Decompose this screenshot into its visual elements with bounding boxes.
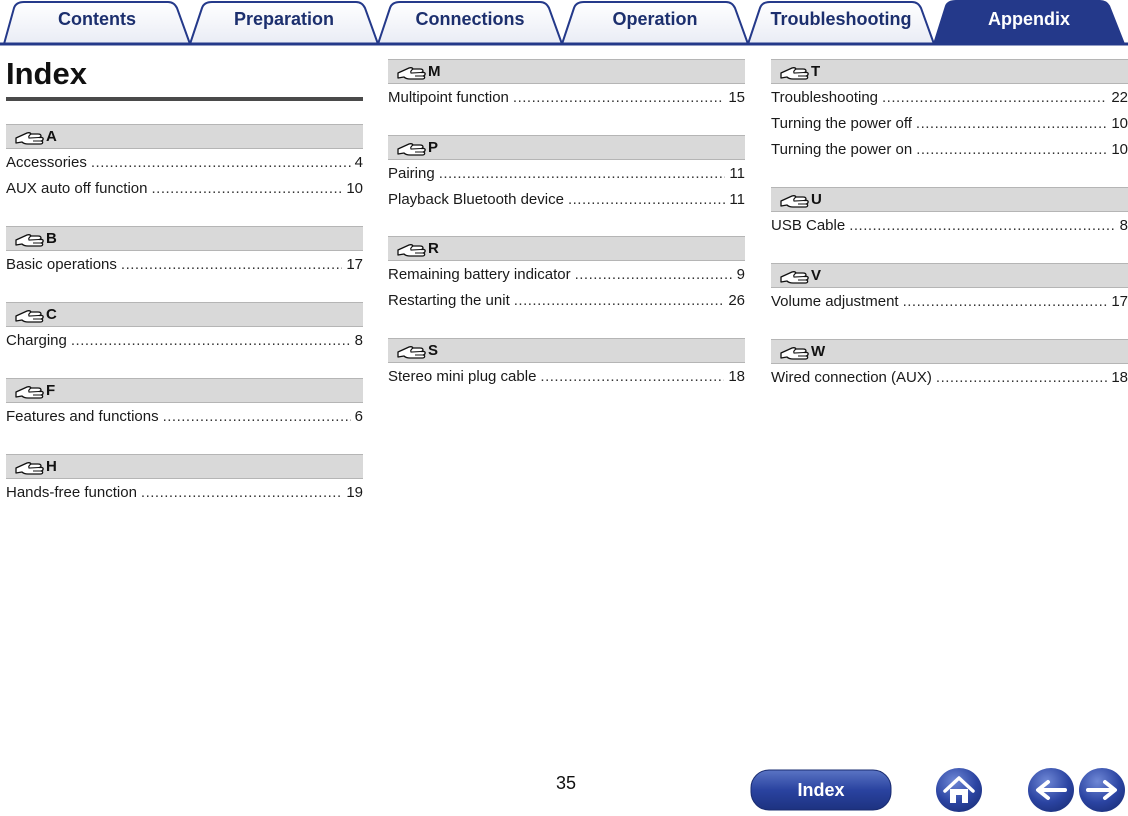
entry-label: Wired connection (AUX) [771, 369, 932, 386]
entry-page: 8 [1119, 217, 1128, 234]
entry-label: Pairing [388, 165, 435, 182]
page-title: Index [6, 56, 87, 91]
entry-leader-dots [513, 85, 724, 111]
hand-pointer-icon [14, 129, 44, 145]
entry-page: 17 [346, 256, 363, 273]
hand-pointer-icon [14, 459, 44, 475]
entry-page: 10 [346, 180, 363, 197]
entry-leader-dots [575, 262, 733, 288]
section-letter: W [811, 343, 826, 360]
entry-leader-dots [540, 364, 724, 390]
tab-troubleshooting[interactable]: Troubleshooting [770, 9, 912, 29]
entry-page: 18 [1111, 369, 1128, 386]
index-entry[interactable] [6, 480, 363, 506]
section-letter: C [46, 306, 57, 323]
hand-pointer-icon [14, 383, 44, 399]
index-section-p [388, 135, 745, 213]
hand-pointer-icon [779, 268, 809, 284]
index-entry[interactable] [6, 252, 363, 278]
tab-contents[interactable]: Contents [58, 9, 136, 29]
arrow-right-icon[interactable] [1078, 767, 1126, 813]
entry-label: Playback Bluetooth device [388, 191, 564, 208]
index-section-t [771, 59, 1128, 163]
index-entry[interactable] [388, 161, 745, 187]
section-letter: V [811, 267, 822, 284]
index-entry[interactable] [771, 213, 1128, 239]
index-entry[interactable] [388, 187, 745, 213]
index-entry[interactable] [771, 137, 1128, 163]
entry-leader-dots [514, 288, 725, 314]
entry-leader-dots [882, 85, 1107, 111]
entry-label: USB Cable [771, 217, 846, 234]
hand-pointer-icon [779, 344, 809, 360]
tab-preparation[interactable]: Preparation [233, 9, 335, 29]
section-letter: A [46, 128, 57, 145]
entry-page: 22 [1111, 89, 1128, 106]
index-section-m [388, 59, 745, 111]
entry-leader-dots [916, 111, 1107, 137]
section-letter: P [428, 139, 439, 156]
tab-connections[interactable]: Connections [415, 9, 525, 29]
index-section-u [771, 187, 1128, 239]
entry-page: 26 [728, 292, 745, 309]
section-header [388, 236, 745, 261]
entry-leader-dots [568, 187, 725, 213]
entry-leader-dots [91, 150, 351, 176]
section-header [388, 338, 745, 363]
entry-page: 10 [1111, 141, 1128, 158]
section-letter: F [46, 382, 56, 399]
section-header [771, 339, 1128, 364]
entry-label: Remaining battery indicator [388, 266, 571, 283]
tab-bar [0, 0, 1128, 46]
index-entry[interactable] [388, 85, 745, 111]
index-entry[interactable] [388, 288, 745, 314]
index-entry[interactable] [771, 365, 1128, 391]
entry-leader-dots [916, 137, 1107, 163]
section-letter: M [428, 63, 441, 80]
entry-page: 10 [1111, 115, 1128, 132]
hand-pointer-icon [396, 140, 426, 156]
entry-leader-dots [121, 252, 342, 278]
index-section-a [6, 124, 363, 202]
entry-page: 11 [729, 165, 745, 182]
index-entry[interactable] [6, 404, 363, 430]
entry-label: Multipoint function [388, 89, 509, 106]
index-button[interactable] [750, 769, 892, 811]
index-section-f [6, 378, 363, 430]
entry-label: Stereo mini plug cable [388, 368, 537, 385]
index-section-c [6, 302, 363, 354]
entry-page: 4 [354, 154, 363, 171]
section-letter: B [46, 230, 57, 247]
section-letter: S [428, 342, 439, 359]
entry-page: 19 [346, 484, 363, 501]
page-number: 35 [556, 773, 577, 793]
hand-pointer-icon [396, 343, 426, 359]
entry-label: AUX auto off function [6, 180, 148, 197]
section-header [6, 124, 363, 149]
section-header [6, 226, 363, 251]
section-letter: H [46, 458, 57, 475]
home-icon[interactable] [935, 767, 983, 813]
section-header [6, 302, 363, 327]
index-entry[interactable] [6, 176, 363, 202]
arrow-left-icon[interactable] [1027, 767, 1075, 813]
entry-page: 6 [354, 408, 363, 425]
tab-operation[interactable]: Operation [612, 9, 698, 29]
entry-page: 18 [728, 368, 745, 385]
section-letter: T [811, 63, 821, 80]
index-entry[interactable] [6, 150, 363, 176]
index-entry[interactable] [388, 262, 745, 288]
entry-leader-dots [936, 365, 1107, 391]
section-header [6, 378, 363, 403]
entry-page: 11 [729, 191, 745, 208]
hand-pointer-icon [14, 231, 44, 247]
section-header [6, 454, 363, 479]
index-section-w [771, 339, 1128, 391]
entry-label: Turning the power on [771, 141, 913, 158]
section-header [388, 59, 745, 84]
entry-leader-dots [71, 328, 351, 354]
entry-label: Hands-free function [6, 484, 137, 501]
entry-leader-dots [439, 161, 726, 187]
entry-label: Basic operations [6, 256, 117, 273]
index-section-r [388, 236, 745, 314]
section-letter: R [428, 240, 439, 257]
index-entry[interactable] [771, 289, 1128, 315]
entry-label: Turning the power off [771, 115, 912, 132]
index-section-b [6, 226, 363, 278]
entry-label: Features and functions [6, 408, 159, 425]
index-section-h [6, 454, 363, 506]
hand-pointer-icon [396, 241, 426, 257]
entry-label: Restarting the unit [388, 292, 510, 309]
hand-pointer-icon [779, 192, 809, 208]
entry-label: Volume adjustment [771, 293, 899, 310]
index-section-v [771, 263, 1128, 315]
section-header [771, 187, 1128, 212]
section-header [771, 59, 1128, 84]
index-section-s [388, 338, 745, 390]
entry-leader-dots [163, 404, 351, 430]
entry-leader-dots [141, 480, 342, 506]
tab-appendix[interactable]: Appendix [987, 9, 1070, 29]
index-entry[interactable] [771, 85, 1128, 111]
entry-leader-dots [849, 213, 1115, 239]
entry-label: Accessories [6, 154, 87, 171]
hand-pointer-icon [396, 64, 426, 80]
entry-page: 17 [1111, 293, 1128, 310]
index-entry[interactable] [388, 364, 745, 390]
hand-pointer-icon [779, 64, 809, 80]
hand-pointer-icon [14, 307, 44, 323]
index-entry[interactable] [771, 111, 1128, 137]
entry-leader-dots [903, 289, 1108, 315]
title-underline [6, 97, 363, 101]
index-button-label: Index [797, 780, 845, 800]
section-header [771, 263, 1128, 288]
entry-page: 8 [354, 332, 363, 349]
entry-label: Troubleshooting [771, 89, 879, 106]
section-letter: U [811, 191, 822, 208]
entry-page: 9 [736, 266, 745, 283]
entry-label: Charging [6, 332, 67, 349]
section-header [388, 135, 745, 160]
entry-leader-dots [151, 176, 342, 202]
index-entry[interactable] [6, 328, 363, 354]
entry-page: 15 [728, 89, 745, 106]
